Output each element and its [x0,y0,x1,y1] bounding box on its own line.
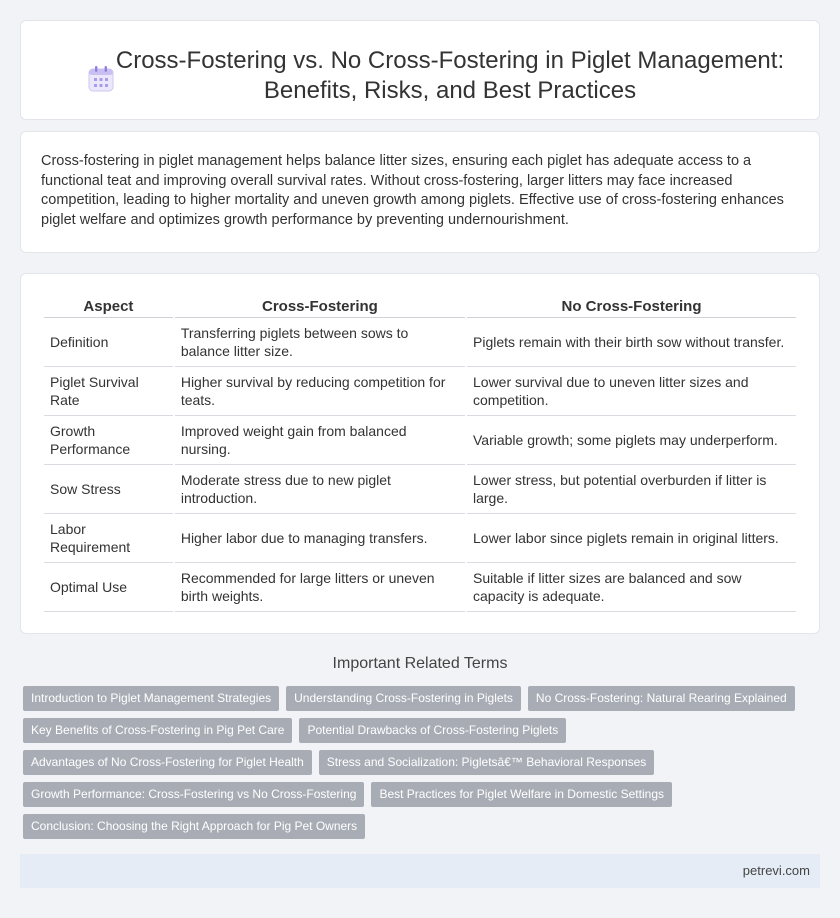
cross-fostering-cell: Recommended for large litters or uneven birth weights. [175,563,465,612]
related-term-tag[interactable]: Advantages of No Cross-Fostering for Piglet Health [23,750,312,775]
table-row [44,367,796,416]
related-term-tag[interactable]: Introduction to Piglet Management Strategies [23,686,279,711]
related-terms-heading: Important Related Terms [332,655,508,672]
intro-text: Cross-fostering in piglet management helps balance litter sizes, ensuring each piglet has adequate access to a functional teat and improving overall survival rates. Without cross-fostering, larger litters may face increased competition, leading to higher mortality and uneven growth among piglets. Effective use of cross-fostering enhances piglet welfare and optimizes growth performance by preventing undernourishment. [41,153,784,228]
no-cross-fostering-cell: Lower stress, but potential overburden if litter is large. [467,465,796,514]
cross-fostering-cell: Higher labor due to managing transfers. [175,514,465,563]
footer [20,854,820,888]
related-term-tag[interactable]: Understanding Cross-Fostering in Piglets [286,686,521,711]
table-header-row [44,294,796,318]
related-term-tag[interactable]: Key Benefits of Cross-Fostering in Pig Pet Care [23,718,292,743]
no-cross-fostering-cell: Variable growth; some piglets may underperform. [467,416,796,465]
header-aspect: Aspect [44,294,173,318]
related-term-tag[interactable]: Potential Drawbacks of Cross-Fostering Piglets [299,718,566,743]
aspect-cell: Growth Performance [44,416,173,465]
related-terms-list [23,686,813,846]
table-row [44,563,796,612]
footer-site-link[interactable]: petrevi.com [742,863,810,878]
page-title: Cross-Fostering vs. No Cross-Fostering in Piglet Management: Benefits, Risks, and Best Practices [115,47,785,104]
table-row [44,514,796,563]
aspect-cell: Piglet Survival Rate [44,367,173,416]
related-term-tag[interactable]: Stress and Socialization: Pigletsâ€™ Behavioral Responses [319,750,655,775]
related-term-tag[interactable]: Growth Performance: Cross-Fostering vs No Cross-Fostering [23,782,364,807]
aspect-cell: Optimal Use [44,563,173,612]
cross-fostering-cell: Transferring piglets between sows to balance litter size. [175,318,465,367]
no-cross-fostering-cell: Lower labor since piglets remain in original litters. [467,514,796,563]
table-row [44,465,796,514]
intro-card [20,131,820,253]
cross-fostering-cell: Improved weight gain from balanced nursing. [175,416,465,465]
related-term-tag[interactable]: Conclusion: Choosing the Right Approach for Pig Pet Owners [23,814,365,839]
table-row [44,318,796,367]
comparison-table [42,294,798,612]
header-cross-fostering: Cross-Fostering [175,294,465,318]
aspect-cell: Sow Stress [44,465,173,514]
aspect-cell: Definition [44,318,173,367]
aspect-cell: Labor Requirement [44,514,173,563]
table-row [44,416,796,465]
cross-fostering-cell: Moderate stress due to new piglet introduction. [175,465,465,514]
header-no-cross-fostering: No Cross-Fostering [467,294,796,318]
no-cross-fostering-cell: Lower survival due to uneven litter sizes and competition. [467,367,796,416]
cross-fostering-cell: Higher survival by reducing competition for teats. [175,367,465,416]
comparison-card [20,273,820,634]
no-cross-fostering-cell: Piglets remain with their birth sow without transfer. [467,318,796,367]
related-term-tag[interactable]: Best Practices for Piglet Welfare in Domestic Settings [371,782,672,807]
title-card [20,20,820,120]
related-term-tag[interactable]: No Cross-Fostering: Natural Rearing Explained [528,686,795,711]
no-cross-fostering-cell: Suitable if litter sizes are balanced and sow capacity is adequate. [467,563,796,612]
